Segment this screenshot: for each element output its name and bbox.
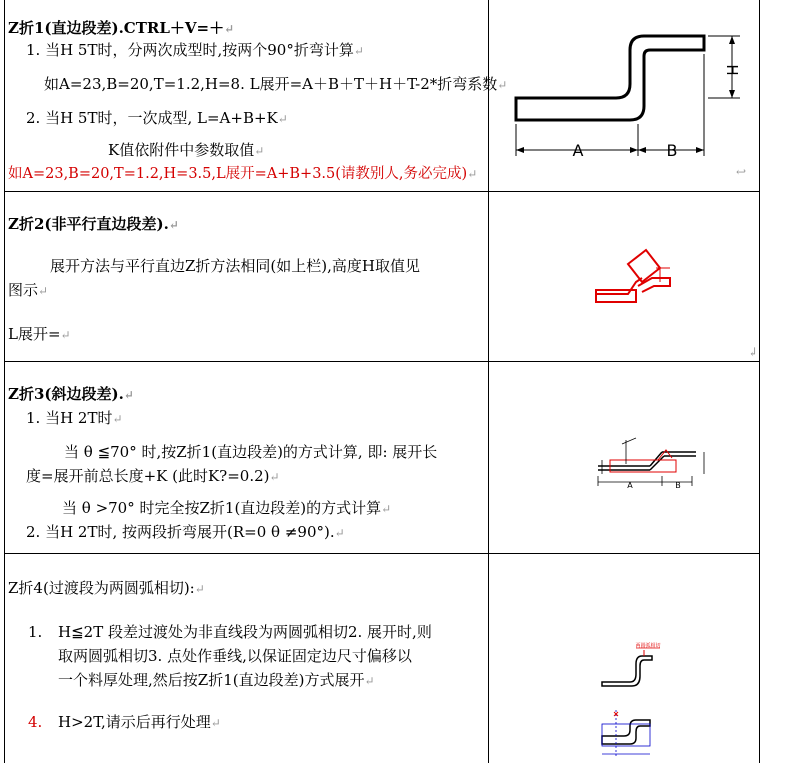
row3-item-1: 1. 当H 2T时↵ (26, 409, 123, 427)
row1-example: 如A=23,B=20,T=1.2,H=8. L展开=A＋B＋T＋H＋T-2*折弯系数↵ (44, 75, 508, 93)
row3-title: Z折3(斜边段差).↵ (8, 385, 134, 403)
row2-title: Z折2(非平行直边段差).↵ (8, 215, 179, 233)
tangent-arc-note: 两圆弧相切 (635, 643, 661, 649)
document-table (4, 0, 760, 763)
label-h: H (723, 64, 741, 76)
z-bend-tangent-arcs-figure (594, 640, 664, 762)
row4-line-3: 一个料厚处理,然后按Z折1(直边段差)方式展开↵ (58, 671, 375, 689)
table-row-z2 (4, 192, 760, 362)
row3-theta-2: 当 θ >70° 时完全按Z折1(直边段差)的方式计算↵ (62, 499, 392, 517)
row4-line-4: H>2T,请示后再行处理↵ (58, 713, 221, 731)
label-b: B (666, 141, 678, 160)
table-row-z1 (4, 0, 760, 192)
row2-cell-mark: ↲ (748, 345, 759, 359)
row2-l-expand: L展开=↵ (8, 325, 71, 343)
row1-cell-mark: ↩ (736, 165, 747, 179)
row1-item-2: 2. 当H 5T时，一次成型, L=A+B+K↵ (26, 109, 288, 127)
z-bend-nonparallel-figure (594, 242, 684, 312)
row3-item-2: 2. 当H 2T时, 按两段折弯展开(R=0 θ ≠90°).↵ (26, 523, 345, 541)
table-row-z4 (4, 554, 760, 763)
row3-theta-1: 当 θ ≦70° 时,按Z折1(直边段差)的方式计算, 即: 展开长 (64, 443, 438, 461)
row4-num-4: 4. (28, 713, 43, 731)
row1-item-1: 1. 当H 5T时，分两次成型时,按两个90°折弯计算↵ (26, 41, 364, 59)
row4-num-1: 1. (28, 623, 43, 641)
z-bend-straight-figure (504, 20, 754, 170)
row1-k-note: K值依附件中参数取值↵ (108, 141, 265, 159)
label-a: A (627, 481, 633, 490)
z-bend-slanted-figure (596, 430, 714, 490)
row1-red-note: 如A=23,B=20,T=1.2,H=3.5,L展开=A+B+3.5(请教别人,务必完成)↵ (8, 166, 478, 182)
row2-line-1: 展开方法与平行直边Z折方法相同(如上栏),高度H取值见 (50, 257, 420, 275)
row1-title: Z折1(直边段差).CTRL＋V=＋↵ (8, 19, 235, 37)
row4-line-2: 取两圆弧相切3. 点处作垂线,以保证固定边尺寸偏移以 (58, 647, 412, 665)
row4-line-1: H≦2T 段差过渡处为非直线段为两圆弧相切2. 展开时,则 (58, 623, 432, 641)
row4-title: Z折4(过渡段为两圆弧相切):↵ (8, 579, 205, 597)
row2-line-2: 图示↵ (8, 281, 49, 299)
label-b: B (675, 481, 681, 490)
table-row-z3 (4, 362, 760, 554)
label-a: A (572, 141, 584, 160)
row3-theta-1b: 度=展开前总长度+K (此时K?=0.2)↵ (26, 467, 280, 485)
